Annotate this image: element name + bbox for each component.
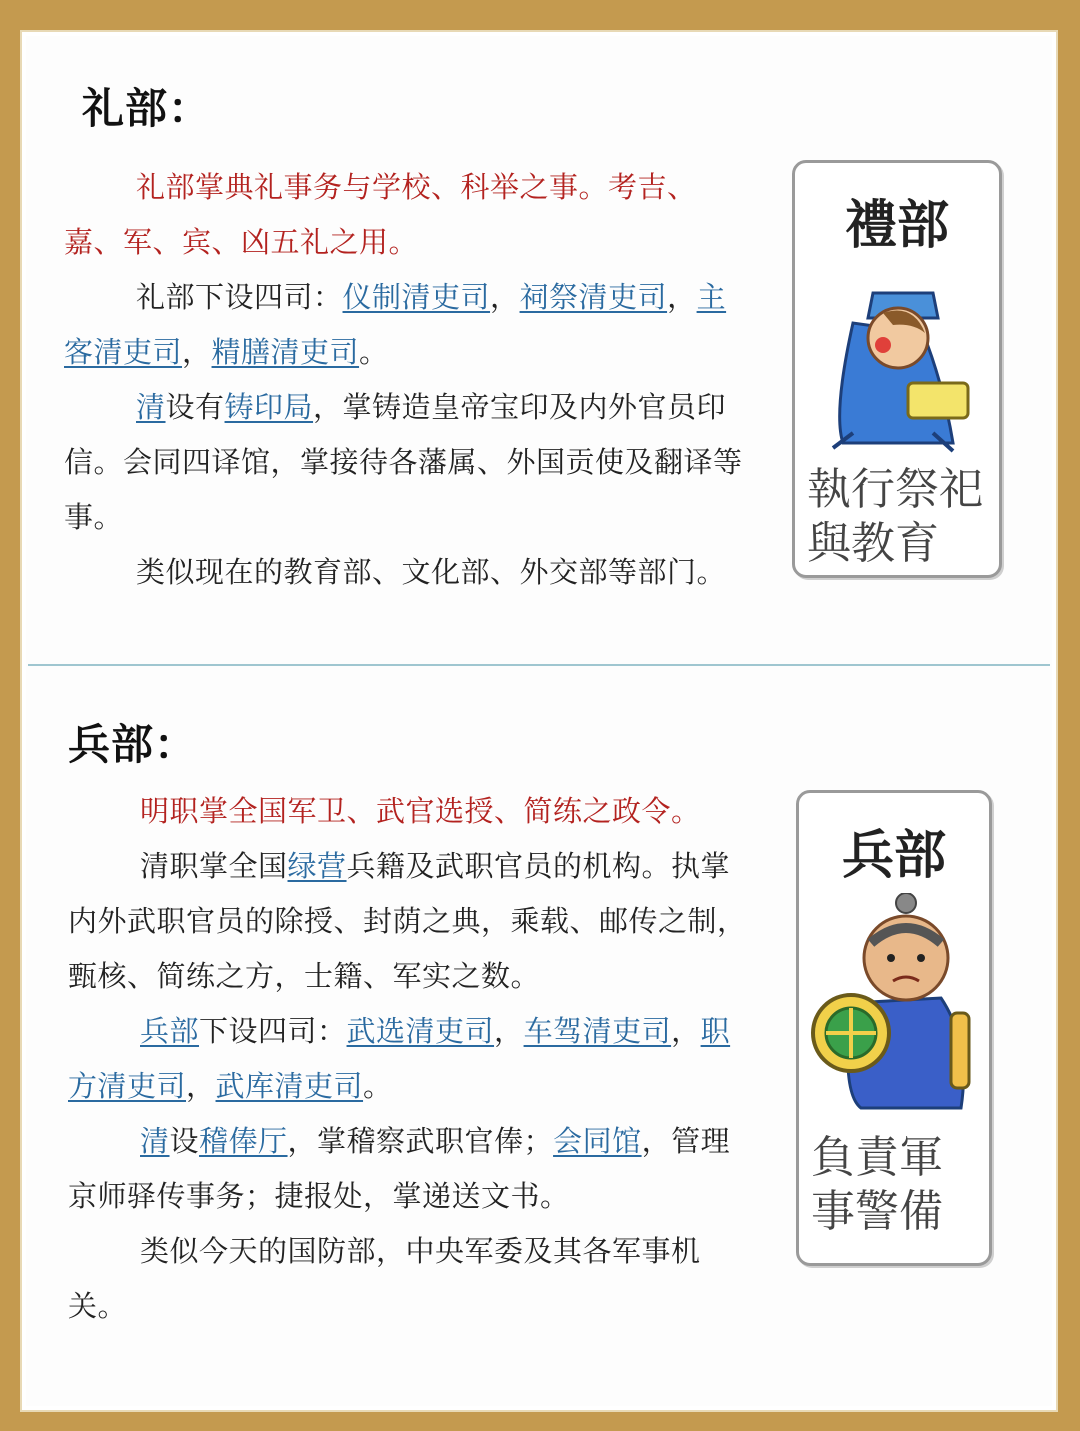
link-ciji[interactable]: 祠祭清吏司: [519, 280, 668, 314]
card-bing-subtitle: 負責軍事警備: [811, 1132, 943, 1237]
li-para-2-prefix: 礼部下设四司：: [136, 280, 343, 314]
link-yizhi[interactable]: 仪制清吏司: [342, 280, 491, 314]
card-li-subtitle: 執行祭祀與教育: [807, 464, 983, 569]
section-title-bing: 兵部：: [68, 720, 198, 769]
soldier-figure-image: [811, 893, 981, 1113]
link-qing[interactable]: 清: [136, 390, 166, 424]
link-huitongguan[interactable]: 会同馆: [553, 1124, 642, 1158]
period: 。: [363, 1069, 393, 1103]
link-zhuyinju[interactable]: 铸印局: [224, 390, 314, 424]
li-para-3-text: 设有: [165, 390, 225, 424]
separator: ，: [490, 280, 520, 314]
li-para-2: [64, 270, 744, 380]
link-zhuke[interactable]: 主客清吏司: [64, 280, 727, 369]
card-li-title: 禮部: [844, 196, 949, 256]
card-li: [792, 160, 1002, 578]
li-para-4: 类似现在的教育部、文化部、外交部等部门。: [136, 555, 727, 589]
bing-para-3-prefix: 下设四司：: [199, 1014, 347, 1048]
bing-para-2-text: 清职掌全国: [140, 849, 288, 883]
bing-para-4-text: ，掌稽察武职官俸；: [287, 1124, 554, 1158]
bing-para-1: 明职掌全国军卫、武官选授、简练之政令。: [140, 794, 701, 828]
link-lvying[interactable]: 绿营: [287, 849, 347, 883]
link-zhifang[interactable]: 职方清吏司: [68, 1014, 731, 1103]
separator: ，: [182, 335, 212, 369]
bing-para-4: [68, 1114, 748, 1224]
section-body-bing: [68, 784, 748, 1334]
content-frame: [20, 30, 1058, 1412]
link-bingbu[interactable]: 兵部: [140, 1014, 200, 1048]
bing-para-2: [68, 839, 748, 1004]
card-bing: [796, 790, 992, 1266]
li-para-1: 礼部掌典礼事务与学校、科举之事。考吉、嘉、军、宾、凶五礼之用。: [64, 170, 697, 259]
link-qing-2[interactable]: 清: [140, 1124, 170, 1158]
li-para-3-text: ，掌铸造皇帝宝印及内外官员印信。会同四译馆，掌接待各藩属、外国贡使及翻译等事。: [64, 390, 743, 534]
section-divider: [28, 664, 1050, 666]
li-para-3: [64, 380, 744, 545]
separator: ，: [667, 280, 697, 314]
separator: ，: [671, 1014, 701, 1048]
bing-para-4-text: 设: [169, 1124, 200, 1158]
scholar-figure-image: [813, 263, 983, 453]
section-body-li: [64, 160, 744, 600]
link-chejia[interactable]: 车驾清吏司: [523, 1014, 672, 1048]
period: 。: [359, 335, 389, 369]
bing-para-4-text: ，管理京师驿传事务；捷报处，掌递送文书。: [68, 1124, 731, 1213]
separator: ，: [494, 1014, 524, 1048]
bing-para-3: [68, 1004, 748, 1114]
separator: ，: [186, 1069, 216, 1103]
bing-para-5: 类似今天的国防部，中央军委及其各军事机关。: [68, 1234, 701, 1323]
link-jingshan[interactable]: 精膳清吏司: [211, 335, 360, 369]
card-bing-title: 兵部: [841, 826, 946, 886]
section-title-li: 礼部：: [82, 84, 212, 133]
link-wuku[interactable]: 武库清吏司: [215, 1069, 364, 1103]
link-wuxuan[interactable]: 武选清吏司: [346, 1014, 495, 1048]
link-jifengting[interactable]: 稽俸厅: [199, 1124, 288, 1158]
bing-para-2-text: 兵籍及武职官员的机构。执掌内外武职官员的除授、封荫之典，乘载、邮传之制，甄核、简练之方，士籍、军实之数。: [68, 849, 747, 993]
